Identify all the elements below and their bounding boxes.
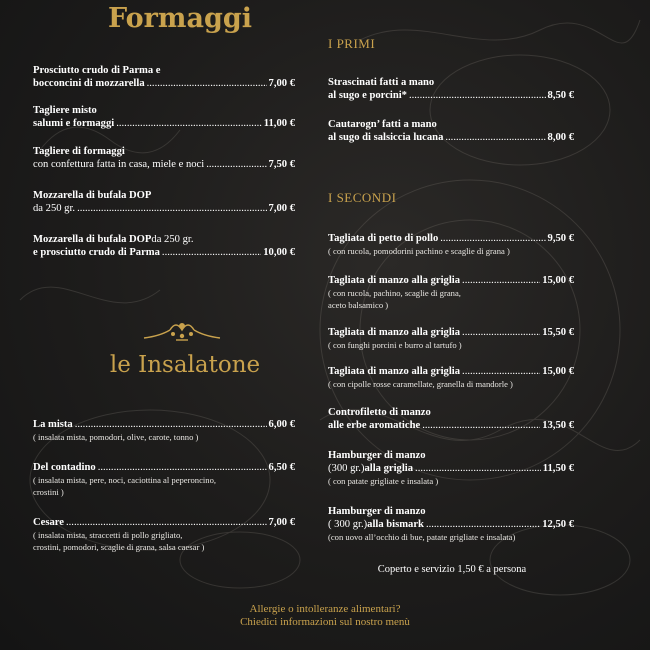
item-price: 13,50 € (542, 420, 574, 431)
menu-item (33, 418, 295, 443)
ornament-flourish-icon (140, 318, 224, 344)
item-name: Tagliata di manzo alla griglia (328, 366, 461, 377)
item-price: 15,00 € (542, 366, 574, 377)
menu-item (33, 104, 295, 130)
menu-item (33, 233, 295, 259)
item-price: 15,50 € (542, 327, 574, 338)
menu-item (33, 64, 295, 90)
menu-item (328, 449, 574, 487)
item-name: con confettura fatta in casa, miele e noci (33, 159, 205, 170)
menu-item (33, 461, 295, 498)
item-name: Tagliata di petto di pollo (328, 233, 439, 244)
cover-charge-note: Coperto e servizio 1,50 € a persona (377, 564, 527, 575)
item-price: 6,00 € (268, 419, 295, 430)
menu-item (328, 326, 574, 351)
allergy-question: Allergie o intolleranze alimentari? (249, 603, 401, 615)
item-name: bocconcini di mozzarella (33, 78, 145, 89)
menu-item (328, 76, 574, 102)
item-name: alla bismark (367, 519, 424, 530)
item-name: Strascinati fatti a mano (328, 77, 435, 88)
item-name: La mista (33, 419, 73, 430)
item-description: ( insalata mista, pere, noci, caciottina al peperoncino, (33, 475, 217, 485)
item-price: 7,00 € (268, 517, 295, 528)
item-price: 6,50 € (268, 462, 295, 473)
item-price: 10,00 € (263, 247, 295, 258)
item-description: crostini ) (33, 487, 64, 497)
item-price: 15,00 € (542, 275, 574, 286)
item-name: Tagliata di manzo alla griglia (328, 275, 461, 286)
item-name: Mozzarella di bufala DOP (33, 234, 152, 245)
item-description: ( con patate grigliate e insalata ) (328, 476, 439, 486)
item-name: Tagliere di formaggi (33, 146, 125, 157)
item-name: al sugo di salsiccia lucana (328, 132, 444, 143)
formaggi-title: Formaggi (107, 3, 252, 34)
secondi-title: I SECONDI (328, 190, 397, 205)
item-weight: ( 300 gr.) (328, 519, 368, 530)
item-name: Hamburger di manzo (328, 506, 426, 517)
item-name: e prosciutto crudo di Parma (33, 247, 160, 258)
menu-item (328, 505, 574, 543)
item-name: da 250 gr. (33, 203, 76, 214)
item-name: Cesare (33, 517, 64, 528)
menu-item (328, 232, 574, 257)
item-name: Hamburger di manzo (328, 450, 426, 461)
item-description: ( con rucola, pomodorini pachino e scaglie di grana ) (328, 246, 510, 256)
item-name: Controfiletto di manzo (328, 407, 431, 418)
item-name: alle erbe aromatiche (328, 420, 421, 431)
item-weight: da 250 gr. (151, 234, 194, 245)
item-name: Prosciutto crudo di Parma e (33, 65, 161, 76)
item-description: ( con rucola, pachino, scaglie di grana, (328, 288, 461, 298)
item-description: ( con cipolle rosse caramellate, granella di mandorle ) (328, 379, 513, 389)
item-name: Mozzarella di bufala DOP (33, 190, 152, 201)
item-name: Tagliata di manzo alla griglia (328, 327, 461, 338)
item-name: salumi e formaggi (33, 118, 115, 129)
item-price: 7,50 € (268, 159, 295, 170)
menu-item (328, 118, 574, 144)
item-price: 8,00 € (547, 132, 574, 143)
menu-item (328, 406, 574, 432)
item-price: 11,00 € (263, 118, 295, 129)
item-price: 12,50 € (542, 519, 574, 530)
item-name: al sugo e porcini* (328, 90, 407, 101)
item-price: 7,00 € (268, 78, 295, 89)
item-name: alla griglia (364, 463, 414, 474)
item-weight: (300 gr.) (328, 463, 365, 474)
item-price: 11,50 € (542, 463, 574, 474)
item-name: Tagliere misto (33, 105, 97, 116)
allergy-info: Chiedici informazioni sul nostro menù (240, 616, 410, 628)
menu-item (33, 145, 295, 171)
item-description: ( insalata mista, pomodori, olive, carote, tonno ) (33, 432, 199, 442)
item-description: (con uovo all’occhio di bue, patate grigliate e insalata) (328, 532, 516, 542)
item-description: aceto balsamico ) (328, 300, 389, 310)
primi-title: I PRIMI (328, 36, 376, 51)
item-price: 9,50 € (547, 233, 574, 244)
item-price: 7,00 € (268, 203, 295, 214)
item-name: Del contadino (33, 462, 96, 473)
menu-item (33, 516, 295, 553)
item-price: 8,50 € (547, 90, 574, 101)
item-name: Cautarogn’ fatti a mano (328, 119, 437, 130)
item-description: ( insalata mista, straccetti di pollo grigliato, (33, 530, 183, 540)
menu-item (328, 274, 574, 311)
menu-item (328, 365, 574, 390)
menu-item (33, 189, 295, 215)
allergy-note (100, 603, 550, 629)
item-description: ( con funghi porcini e burro al tartufo ) (328, 340, 462, 350)
item-description: crostini, pomodori, scaglie di grana, salsa caesar ) (33, 542, 205, 552)
insalatone-title: le Insalatone (109, 352, 261, 378)
